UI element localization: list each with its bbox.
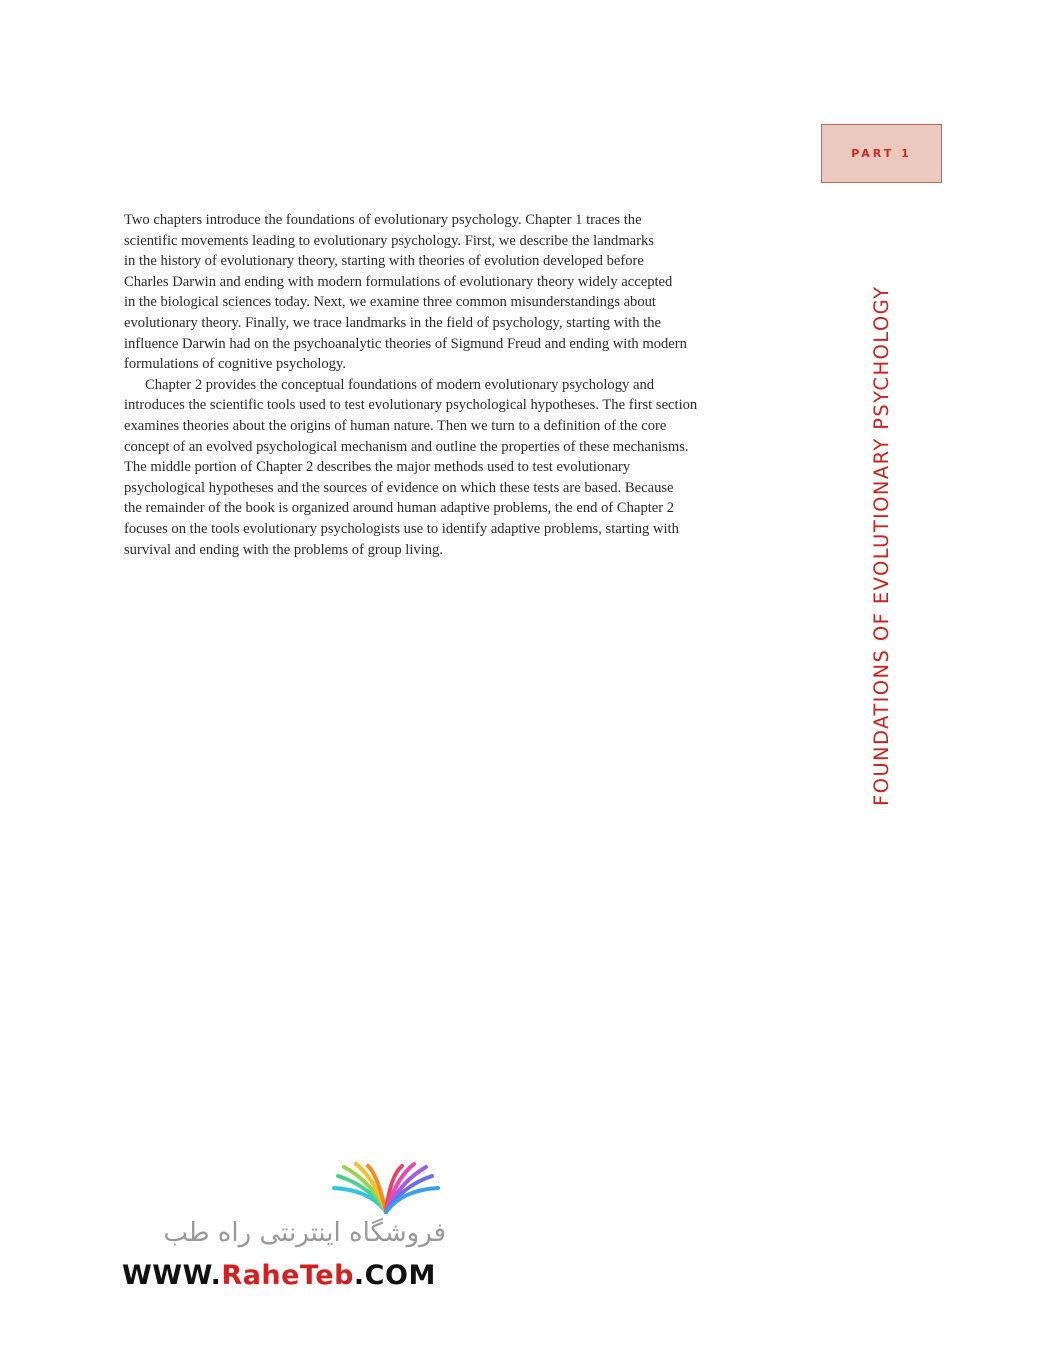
text-line: The middle portion of Chapter 2 describes the major methods used to test evolutionary (124, 459, 631, 476)
text-line: examines theories about the origins of human nature. Then we turn to a definition of the core (124, 417, 667, 434)
text-line: scientific movements leading to evolutionary psychology. First, we describe the landmarks (124, 232, 654, 249)
text-line: introduces the scientific tools used to test evolutionary psychological hypotheses. The first section (124, 397, 698, 414)
watermark-logo (118, 1160, 458, 1300)
open-book-logo-icon (330, 1162, 442, 1218)
text-line: in the biological sciences today. Next, we examine three common misunderstandings about (124, 294, 656, 311)
text-line: Chapter 2 provides the conceptual foundations of modern evolutionary psychology and (145, 376, 655, 393)
text-line: the remainder of the book is organized around human adaptive problems, the end of Chapter 2 (124, 500, 675, 517)
intro-text (124, 210, 784, 560)
watermark-url-suffix: .COM (353, 1260, 436, 1291)
text-line: focuses on the tools evolutionary psychologists use to identify adaptive problems, starting with (124, 520, 679, 537)
watermark-persian-text: فروشگاه اینترنتی راه طب (163, 1218, 446, 1248)
text-line: influence Darwin had on the psychoanalytic theories of Sigmund Freud and ending with modern (124, 335, 687, 352)
text-line: Two chapters introduce the foundations of evolutionary psychology. Chapter 1 traces the (124, 212, 642, 228)
text-line: survival and ending with the problems of group living. (124, 541, 443, 558)
watermark-url-prefix: WWW. (122, 1260, 222, 1291)
watermark-url-brand: RaheTeb (221, 1260, 354, 1291)
text-line: Charles Darwin and ending with modern formulations of evolutionary theory widely accepted (124, 273, 673, 290)
text-line: evolutionary theory. Finally, we trace landmarks in the field of psychology, starting with the (124, 314, 661, 331)
text-line: concept of an evolved psychological mechanism and outline the properties of these mechanisms. (124, 438, 689, 455)
watermark-url (122, 1260, 436, 1291)
text-line: psychological hypotheses and the sources of evidence on which these tests are based. Because (124, 479, 674, 496)
part-label-box (821, 124, 942, 183)
part-title-vertical: FOUNDATIONS OF EVOLUTIONARY PSYCHOLOGY (870, 285, 893, 806)
text-line: formulations of cognitive psychology. (124, 356, 346, 373)
part-label: PART 1 (851, 147, 912, 160)
text-line: in the history of evolutionary theory, starting with theories of evolution developed before (124, 253, 644, 270)
